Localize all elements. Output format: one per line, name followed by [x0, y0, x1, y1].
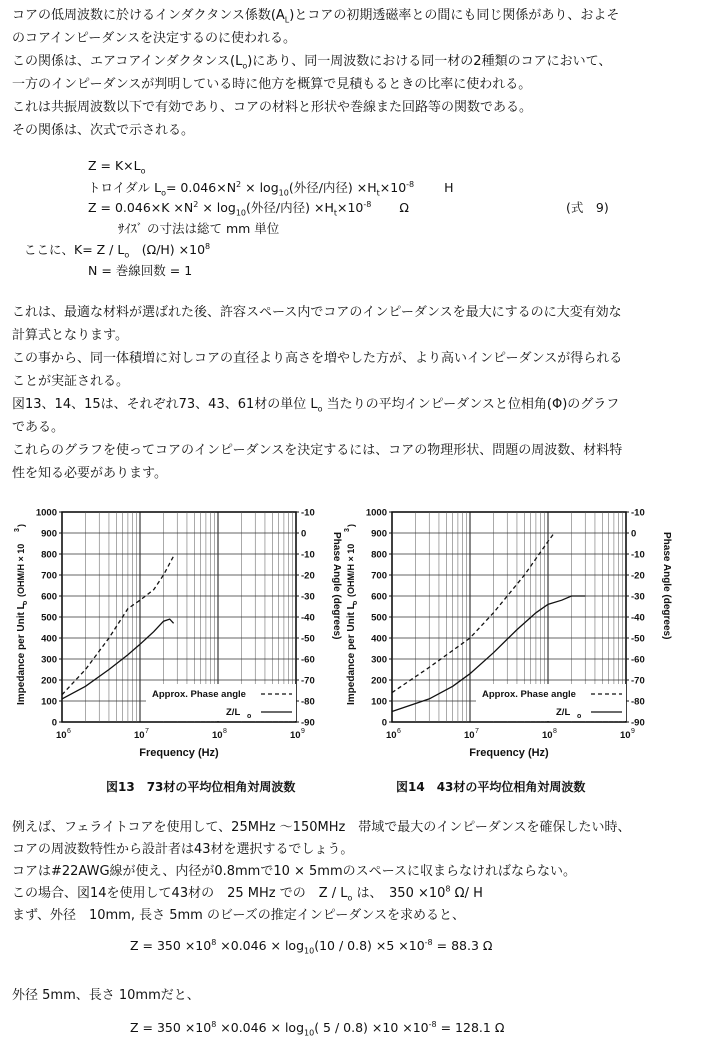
caption-figure-13: 図13 73材の平均位相角対周波数: [106, 780, 296, 794]
legend-label-impedance: Z/L: [556, 707, 571, 718]
formula-1: $Z = K\times L_o$: [88, 158, 146, 176]
x-tick-exponent: 7: [145, 728, 149, 735]
y-tick-label: 200: [41, 675, 57, 687]
x-tick-label: 10: [542, 730, 553, 741]
x-tick-exponent: 6: [67, 728, 71, 735]
x-tick-exponent: 9: [631, 728, 635, 735]
chart-figure-14: [340, 500, 676, 760]
formula-units-note: ｻｲｽﾞ の寸法は総て mm 単位: [118, 221, 280, 236]
y-tick-label: 100: [41, 696, 57, 708]
body2-line-8: 性を知る必要があります。: [12, 466, 167, 481]
y-tick-label: 700: [371, 570, 387, 582]
body2-line-5: 図13、14、15は、それぞれ73、43、61材の単位 $L_o$ 当たりの平均インピーダンスと位相角(Φ)のグラフ: [12, 397, 620, 414]
y2-tick-label: -20: [631, 570, 645, 582]
y2-tick-label: -60: [301, 654, 315, 666]
y2-tick-label: -30: [301, 591, 315, 603]
y-tick-label: 900: [371, 528, 387, 540]
y-tick-label: 500: [41, 612, 57, 624]
y-axis-label-subscript: o: [22, 600, 29, 605]
body3-line-4: この場合、図14を使用して43材の 25 MHz での Z / $L_o$ は、 $350 \times 10^8$ Ω/ H: [12, 884, 483, 903]
body3-line-2: コアの周波数特性から設計者は43材を選択するでしょう。: [12, 842, 354, 857]
x-tick-label: 10: [134, 730, 145, 741]
body2-line-6: である。: [12, 420, 65, 435]
y2-tick-label: -90: [631, 717, 645, 729]
x-tick-exponent: 6: [397, 728, 401, 735]
body2-line-7: これらのグラフを使ってコアのインピーダンスを決定するには、コアの物理形状、問題の周波数、材料特: [12, 443, 623, 458]
y-tick-label: 200: [371, 675, 387, 687]
intro-line-1: コアの低周波数に於けるインダクタンス係数$(A_L)$とコアの初期透磁率との間にも同じ関係があり、およそ: [12, 8, 620, 25]
body3-line-1: 例えば、フェライトコアを使用して、25MHz ～150MHz 帯域で最大のインピーダンスを確保したい時、: [12, 820, 631, 835]
legend-label-phase: Approx. Phase angle: [152, 689, 246, 700]
y2-tick-label: -70: [301, 675, 315, 687]
x-tick-label: 10: [212, 730, 223, 741]
y2-tick-label: -50: [631, 633, 645, 645]
y2-tick-label: -80: [631, 696, 645, 708]
body2-line-4: ことが実証される。: [12, 374, 130, 389]
y-tick-label: 300: [371, 654, 387, 666]
y-tick-label: 400: [371, 633, 387, 645]
y-tick-label: 600: [41, 591, 57, 603]
y-tick-label: 0: [381, 717, 387, 729]
y2-tick-label: -60: [631, 654, 645, 666]
x-tick-label: 10: [56, 730, 67, 741]
y2-tick-label: -10: [631, 507, 645, 519]
x-tick-label: 10: [464, 730, 475, 741]
body2-line-1: これは、最適な材料が選ばれた後、許容スペース内でコアのインピーダンスを最大にするのに大変有効な: [12, 305, 622, 320]
y2-tick-label: -40: [631, 612, 645, 624]
formula-3: $Z = 0.046\times K \times N^2 \times \log_{10}$(外径/内径) $\times H_t\times 10^{-8}$ Ω: [88, 199, 409, 218]
y2-tick-label: -30: [631, 591, 645, 603]
legend-label-phase: Approx. Phase angle: [482, 689, 576, 700]
body3-line-3: コアは#22AWG線が使え、内径が0.8mmで10 × 5mmのスペースに収まらなければならない。: [12, 864, 576, 879]
body3-mid: 外径 5mm、長さ 10mmだと、: [12, 988, 200, 1003]
y-tick-label: 1000: [365, 507, 387, 519]
series-line-phase-angle: [392, 533, 554, 693]
y-tick-label: 700: [41, 570, 57, 582]
y2-axis-label: Phase Angle (degrees): [661, 532, 672, 640]
y2-tick-label: -20: [301, 570, 315, 582]
y-tick-label: 300: [41, 654, 57, 666]
y-tick-label: 800: [41, 549, 57, 561]
y2-tick-label: -10: [631, 549, 645, 561]
y2-tick-label: -10: [301, 507, 315, 519]
x-tick-label: 10: [386, 730, 397, 741]
y-axis-label: Impedance per Unit L: [16, 603, 27, 705]
y2-tick-label: -50: [301, 633, 315, 645]
y-tick-label: 600: [371, 591, 387, 603]
y2-tick-label: -90: [301, 717, 315, 729]
y-axis-unit-close: ): [16, 524, 26, 527]
y-axis-label: Impedance per Unit L: [346, 603, 357, 705]
y2-axis-label: Phase Angle (degrees): [331, 532, 342, 640]
y2-tick-label: -10: [301, 549, 315, 561]
caption-figure-14: 図14 43材の平均位相角対周波数: [396, 780, 586, 794]
formula-k-definition: ここに、$K= Z / L_o$ $(\Omega/H) \times 10^8$: [24, 241, 211, 260]
y-tick-label: 500: [371, 612, 387, 624]
series-line-phase-angle: [62, 556, 174, 695]
equation-1: $Z = 350 \times 10^8 \times 0.046 \times \log_{10}(10 / 0.8) \times 5 \times 10^{-8} = 88.3$ Ω: [130, 938, 493, 956]
intro-line-4: 一方のインピーダンスが判明している時に他方を概算で見積もるときの比率に使われる。: [12, 77, 532, 92]
y2-tick-label: -70: [631, 675, 645, 687]
y-tick-label: 400: [41, 633, 57, 645]
y2-tick-label: -40: [301, 612, 315, 624]
legend-label-subscript: o: [577, 713, 582, 720]
y2-tick-label: -80: [301, 696, 315, 708]
body2-line-2: 計算式となります。: [12, 328, 128, 343]
x-tick-exponent: 9: [301, 728, 305, 735]
y-axis-unit: (OHM/H × 10: [346, 543, 356, 597]
y-axis-unit-close: ): [346, 524, 356, 527]
formula-n-definition: N = 巻線回数 = 1: [88, 263, 193, 278]
y-axis-label-subscript: o: [352, 600, 359, 605]
y2-tick-label: 0: [301, 528, 307, 540]
y-axis-unit: (OHM/H × 10: [16, 543, 26, 597]
intro-line-2: のコアインピーダンスを決定するのに使われる。: [12, 31, 297, 46]
y-tick-label: 100: [371, 696, 387, 708]
y-tick-label: 900: [41, 528, 57, 540]
intro-line-5: これは共振周波数以下で有効であり、コアの材料と形状や巻線また回路等の関数である。: [12, 100, 533, 115]
y-axis-unit-exponent: 3: [344, 528, 351, 532]
legend-label-subscript: o: [247, 713, 252, 720]
intro-line-3: この関係は、エアコアインダクタンス$(L_o)$にあり、同一周波数における同一材の2種類のコアにおいて、: [12, 54, 612, 71]
y2-tick-label: 0: [631, 528, 637, 540]
chart-figure-13: [10, 500, 346, 760]
x-tick-label: 10: [620, 730, 631, 741]
y-tick-label: 0: [51, 717, 57, 729]
formula-2: トロイダル $L_o= 0.046\times N^2 \times \log_{10}$(外径/内径) $\times H_t\times 10^{-8}$ H: [88, 179, 454, 198]
intro-line-6: その関係は、次式で示される。: [12, 123, 195, 138]
x-tick-label: 10: [290, 730, 301, 741]
y-tick-label: 800: [371, 549, 387, 561]
body2-line-3: この事から、同一体積増に対しコアの直径より高さを増やした方が、より高いインピーダンスが得られる: [12, 351, 623, 366]
x-axis-label: Frequency (Hz): [139, 747, 219, 759]
x-tick-exponent: 8: [223, 728, 227, 735]
legend-label-impedance: Z/L: [226, 707, 241, 718]
x-axis-label: Frequency (Hz): [469, 747, 549, 759]
equation-number: (式 9): [566, 200, 609, 215]
body3-line-5: まず、外径 10mm, 長さ 5mm のビーズの推定インピーダンスを求めると、: [12, 908, 466, 923]
y-tick-label: 1000: [35, 507, 57, 519]
equation-2: $Z = 350 \times 10^8 \times 0.046 \times \log_{10}$( $5 / 0.8) \times 10 \times 10^{-8} = 128.1$ Ω: [130, 1020, 505, 1038]
x-tick-exponent: 7: [475, 728, 479, 735]
y-axis-unit-exponent: 3: [14, 528, 21, 532]
x-tick-exponent: 8: [553, 728, 557, 735]
